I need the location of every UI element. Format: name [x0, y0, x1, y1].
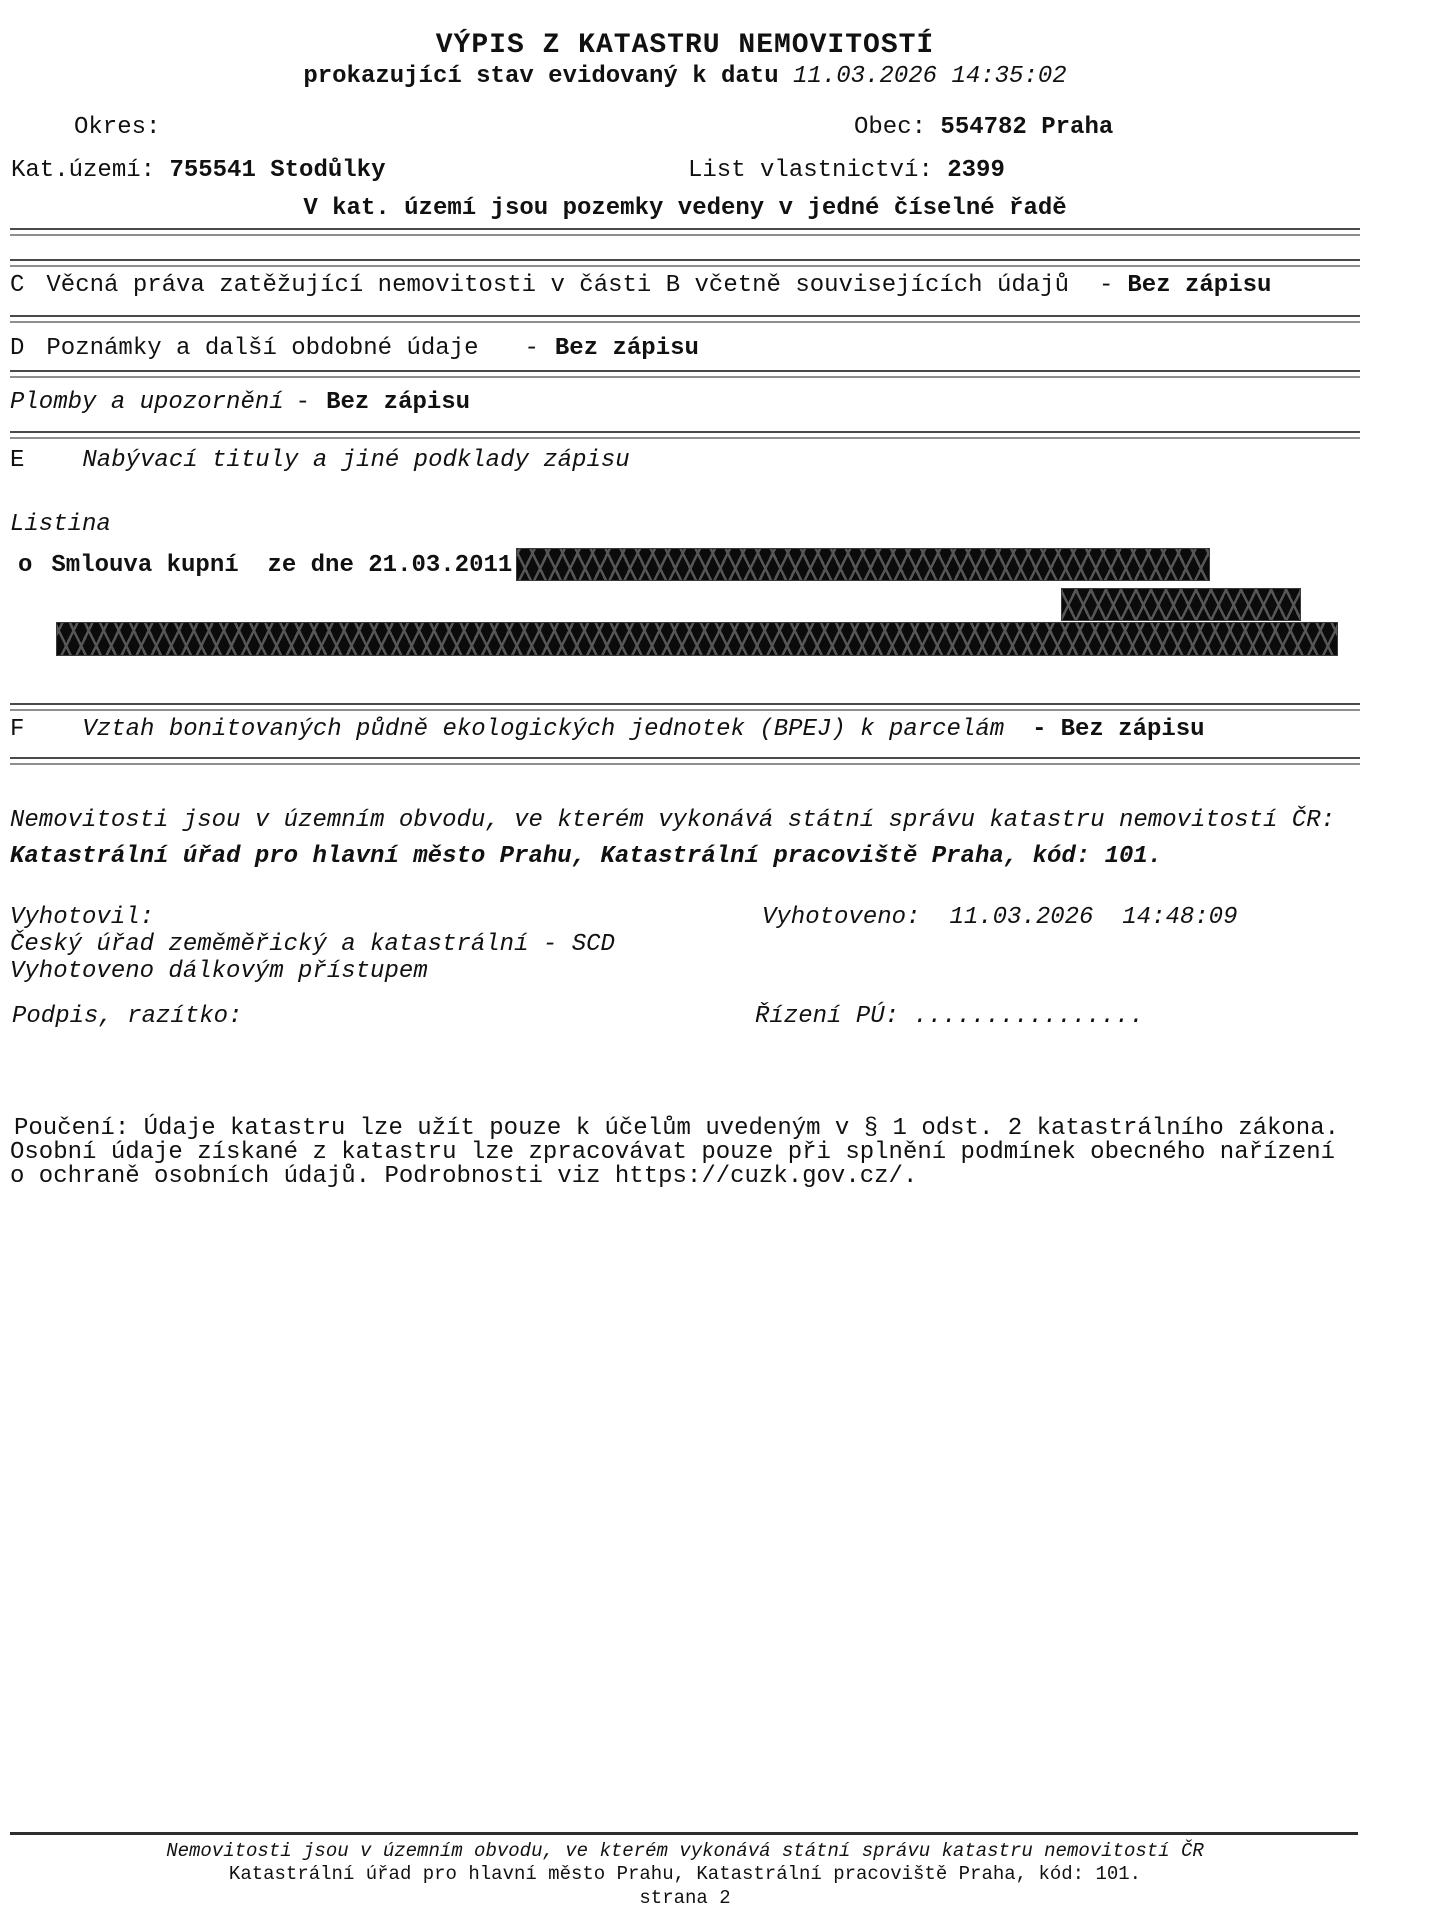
kat-uzemi-value: 755541 Stodůlky	[169, 157, 386, 184]
section-f-value: Bez zápisu	[1060, 716, 1205, 743]
issuer-line-1: Český úřad zeměměřický a katastrální - SCD	[10, 931, 615, 958]
rizeni-label: Řízení PÚ: ................	[755, 1003, 1144, 1030]
section-divider	[10, 431, 1360, 439]
obec-value: 554782 Praha	[940, 114, 1114, 141]
section-divider	[10, 228, 1360, 236]
listina-item-text: Smlouva kupní ze dne 21.03.2011	[51, 552, 513, 579]
okres-label: Okres:	[74, 114, 161, 141]
notice-line-3: o ochraně osobních údajů. Podrobnosti viz https://cuzk.gov.cz/.	[10, 1163, 918, 1190]
section-c-text: Věcná práva zatěžující nemovitosti v části B včetně souvisejících údajů	[46, 272, 1069, 299]
section-e-letter: E	[10, 447, 25, 474]
subtitle-label: prokazující stav evidovaný k datu	[303, 63, 794, 90]
vyhotoveno-date: 11.03.2026 14:48:09	[949, 904, 1238, 931]
section-d-row	[10, 334, 1360, 364]
section-d-dash: -	[524, 335, 539, 362]
footer-page-number: strana 2	[639, 1887, 731, 1909]
section-divider	[10, 703, 1360, 711]
section-f-letter: F	[10, 716, 25, 743]
section-c-letter: C	[10, 272, 25, 299]
plomby-text: Plomby a upozornění	[10, 389, 284, 416]
section-f-dash: -	[1032, 716, 1047, 743]
section-divider	[10, 259, 1360, 267]
redaction-bar-1	[517, 549, 1209, 580]
podpis-row	[10, 1002, 1360, 1122]
vyhotovil-label: Vyhotovil:	[10, 904, 155, 931]
listina-item-bullet: o	[18, 552, 33, 579]
section-c-dash: -	[1098, 272, 1114, 299]
footer-office-line: Katastrální úřad pro hlavní město Prahu, Katastrální pracoviště Praha, kód: 101.	[228, 1863, 1142, 1885]
obec-field	[854, 113, 1113, 143]
page-content	[10, 0, 1360, 1920]
vyhotoveno-label: Vyhotoveno:	[762, 904, 921, 931]
plomby-row	[10, 388, 1360, 418]
footer-jurisdiction-line: Nemovitosti jsou v územním obvodu, ve kterém vykonává státní správu katastru nemovitostí ČR	[166, 1840, 1204, 1862]
podpis-label: Podpis, razítko:	[12, 1003, 243, 1030]
section-divider	[10, 370, 1360, 378]
kat-uzemi-label: Kat.území:	[11, 157, 170, 184]
section-c-value: Bez zápisu	[1127, 272, 1272, 299]
vyhotoveno-field	[762, 903, 1237, 933]
document-subtitle	[10, 62, 1360, 92]
office-line: Katastrální úřad pro hlavní město Prahu, Katastrální pracoviště Praha, kód: 101.	[10, 843, 1163, 870]
jurisdiction-line: Nemovitosti jsou v územním obvodu, ve kterém vykonává státní správu katastru nemovitostí ČR:	[10, 807, 1336, 834]
plomby-dash: -	[295, 389, 311, 416]
redaction-bar-2	[1062, 589, 1300, 620]
document-title: VÝPIS Z KATASTRU NEMOVITOSTÍ	[435, 30, 935, 61]
kat-uzemi-field	[11, 156, 385, 186]
subtitle-date: 11.03.2026 14:35:02	[793, 63, 1067, 90]
section-divider	[10, 757, 1360, 765]
redaction-bar-3	[57, 623, 1337, 655]
listina-label: Listina	[10, 511, 111, 538]
section-c-row	[10, 271, 1360, 301]
section-d-text: Poznámky a další obdobné údaje	[46, 335, 479, 362]
plomby-value: Bez zápisu	[326, 389, 471, 416]
notice-line-1: Poučení: Údaje katastru lze užít pouze k účelům uvedeným v § 1 odst. 2 katastrálního zákona.	[14, 1115, 1340, 1142]
list-vlastnictvi-value: 2399	[947, 157, 1005, 184]
section-e-row	[10, 446, 1360, 476]
list-vlastnictvi-field	[688, 156, 1005, 186]
section-e-title: Nabývací tituly a jiné podklady zápisu	[82, 447, 630, 474]
issuer-line-2: Vyhotoveno dálkovým přístupem	[10, 958, 428, 985]
section-divider	[10, 315, 1360, 323]
footer-divider	[10, 1832, 1358, 1835]
notice-line-2: Osobní údaje získané z katastru lze zpracovávat pouze při splnění podmínek obecného nařízení	[10, 1139, 1336, 1166]
section-d-letter: D	[10, 335, 25, 362]
section-d-value: Bez zápisu	[554, 335, 699, 362]
obec-label: Obec:	[854, 114, 941, 141]
section-f-row	[10, 715, 1360, 745]
section-f-text: Vztah bonitovaných půdně ekologických jednotek (BPEJ) k parcelám	[82, 716, 1005, 743]
numbering-note: V kat. území jsou pozemky vedeny v jedné číselné řadě	[303, 195, 1067, 222]
list-vlastnictvi-label: List vlastnictví:	[688, 157, 948, 184]
